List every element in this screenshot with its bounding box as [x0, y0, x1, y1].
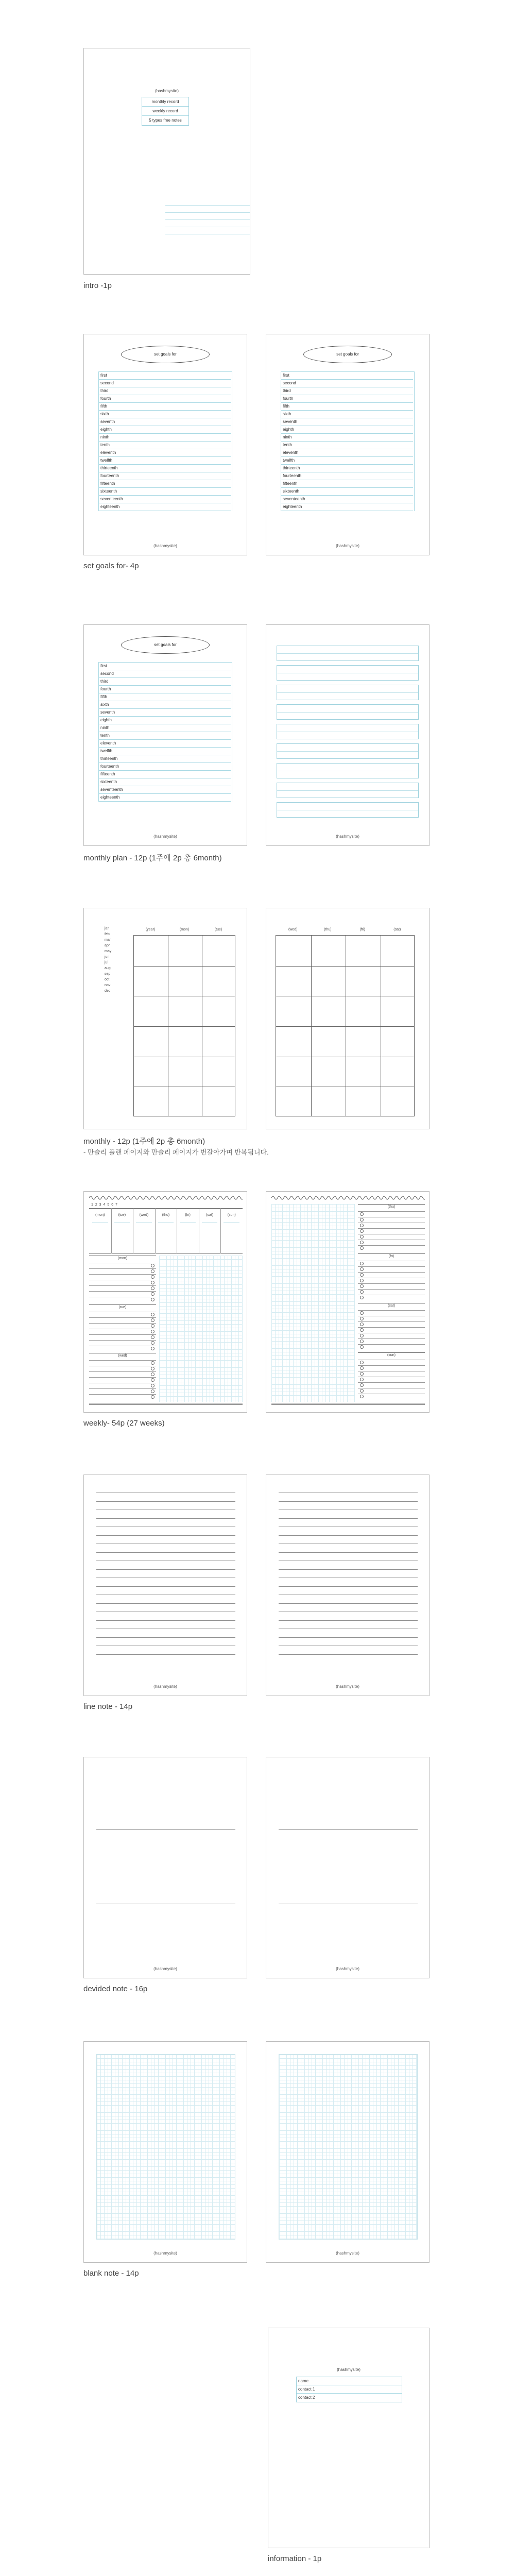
weekly-section-rule	[358, 1253, 425, 1254]
goal-row: eleventh	[99, 740, 231, 748]
weekly-section-label: (thu)	[387, 1205, 396, 1209]
checkbox-circle-icon	[151, 1341, 154, 1345]
goal-row: twelfth	[99, 748, 231, 755]
monthly-page-left	[83, 908, 247, 1129]
goal-row: twelfth	[99, 457, 231, 465]
checkbox-circle-icon	[151, 1298, 154, 1301]
checkbox-circle-icon	[360, 1296, 364, 1299]
checkbox-circle-icon	[360, 1224, 364, 1227]
weekly-section-rule	[89, 1304, 156, 1305]
blank-grid	[96, 2054, 235, 2240]
weekly-line	[358, 1310, 425, 1311]
note-line	[96, 1586, 235, 1587]
month-label: aug	[105, 967, 111, 970]
information-caption: information - 1p	[268, 2554, 322, 2563]
plan-block	[277, 704, 419, 720]
calendar-grid	[133, 935, 235, 1116]
goal-row: eighteenth	[99, 794, 231, 802]
note-line	[96, 1637, 235, 1638]
weekly-line	[89, 1371, 156, 1372]
weekly-line	[358, 1344, 425, 1345]
calendar-hline	[276, 1026, 414, 1027]
weekly-line	[358, 1283, 425, 1284]
plan-block	[277, 685, 419, 700]
weekly-line	[358, 1228, 425, 1229]
divider-line	[96, 1829, 235, 1830]
checkbox-circle-icon	[360, 1334, 364, 1337]
page-brand: (hashmysite)	[153, 2251, 177, 2256]
plan-line	[277, 790, 418, 791]
goal-row: tenth	[281, 442, 413, 449]
information-page	[268, 2328, 430, 2548]
weekly-line	[89, 1334, 156, 1335]
note-lines	[279, 1493, 418, 1663]
monthly-caption: monthly - 12p (1주에 2p 총 6month)	[83, 1137, 205, 1146]
page-brand: (hashmysite)	[336, 834, 359, 839]
weekly-page-right	[266, 1191, 430, 1413]
note-line	[96, 1501, 235, 1502]
goal-row: second	[281, 380, 413, 387]
checkbox-circle-icon	[151, 1378, 154, 1382]
goal-row: ninth	[281, 434, 413, 442]
weekly-section-label: (mon)	[117, 1257, 128, 1260]
weekly-line	[89, 1268, 156, 1269]
weekly-line	[89, 1377, 156, 1378]
weekly-day-header	[89, 1208, 243, 1255]
goal-row: seventeenth	[99, 496, 231, 503]
line-note-caption: line note - 14p	[83, 1702, 133, 1711]
goal-row: eighteenth	[99, 503, 231, 511]
note-line	[96, 1620, 235, 1621]
page-brand: (hashmysite)	[336, 2251, 359, 2256]
calendar-column-label: (thu)	[324, 928, 332, 931]
weekly-line	[89, 1360, 156, 1361]
calendar-column-label: (sat)	[393, 928, 401, 931]
month-label: sep	[105, 972, 111, 976]
goal-row: ninth	[99, 724, 231, 732]
weekly-line	[358, 1289, 425, 1290]
goal-row: tenth	[99, 732, 231, 740]
goal-row: eighth	[281, 426, 413, 434]
note-line	[96, 1518, 235, 1519]
weekly-grid	[159, 1256, 243, 1402]
weekly-line	[358, 1245, 425, 1246]
plan-block	[277, 665, 419, 681]
intro-brand: (hashmysite)	[155, 89, 179, 93]
checkbox-circle-icon	[151, 1330, 154, 1333]
calendar-column-label: (fri)	[359, 928, 365, 931]
divided-note-page-right	[266, 1757, 430, 1978]
monthly-calendar-left	[133, 928, 235, 1116]
line-note-page-right	[266, 1475, 430, 1696]
weekly-left-body	[89, 1256, 243, 1405]
monthly-note: - 만슬리 플랜 페이지와 만슬리 페이지가 번갈아가며 반복됩니다.	[83, 1148, 269, 1156]
month-label: jul	[105, 961, 109, 964]
weekly-line	[358, 1382, 425, 1383]
checkbox-circle-icon	[360, 1345, 364, 1349]
note-line	[279, 1569, 418, 1570]
weekly-day-label: (fri)	[185, 1213, 191, 1217]
blank-note-caption: blank note - 14p	[83, 2269, 139, 2278]
divided-note-caption: devided note - 16p	[83, 1985, 148, 1993]
calendar-hline	[276, 966, 414, 967]
weekly-line	[358, 1327, 425, 1328]
weekly-day-label: (sat)	[206, 1213, 214, 1217]
goal-row: eleventh	[281, 449, 413, 457]
goal-row: sixteenth	[281, 488, 413, 496]
goal-row: first	[281, 372, 413, 380]
weekly-day-label: (tue)	[118, 1213, 126, 1217]
calendar-column-label: (mon)	[179, 928, 190, 931]
calendar-grid	[276, 935, 415, 1116]
plan-line	[277, 653, 418, 654]
calendar-column-label: (wed)	[288, 928, 298, 931]
checkbox-circle-icon	[360, 1284, 364, 1288]
checkbox-circle-icon	[360, 1395, 364, 1398]
checkbox-circle-icon	[151, 1281, 154, 1284]
goal-row: fourteenth	[99, 472, 231, 480]
blank-note-page-right	[266, 2041, 430, 2263]
plan-block	[277, 724, 419, 739]
goal-row: third	[281, 387, 413, 395]
monthly-plan-page-right	[266, 624, 430, 846]
goal-row: sixth	[99, 701, 231, 709]
goals-caption: set goals for- 4p	[83, 562, 139, 570]
info-table	[296, 2377, 402, 2402]
checkbox-circle-icon	[360, 1262, 364, 1265]
page-brand: (hashmysite)	[153, 834, 177, 839]
checkbox-circle-icon	[360, 1361, 364, 1364]
plan-block	[277, 743, 419, 759]
intro-item: weekly record	[142, 107, 188, 116]
month-label: jun	[105, 955, 110, 959]
month-label: dec	[105, 989, 111, 993]
month-label: apr	[105, 944, 110, 947]
weekly-section-label: (sun)	[387, 1353, 396, 1357]
checkbox-circle-icon	[151, 1275, 154, 1279]
weekly-bottom-rule	[271, 1403, 425, 1405]
goal-row: fourteenth	[99, 763, 231, 771]
weekly-page-left	[83, 1191, 247, 1413]
monthly-calendar-right	[276, 928, 415, 1116]
goal-row: second	[99, 670, 231, 678]
goal-row: fourth	[281, 395, 413, 403]
checkbox-circle-icon	[151, 1389, 154, 1393]
goals-list	[281, 371, 415, 511]
note-line	[96, 1569, 235, 1570]
weekly-line	[358, 1272, 425, 1273]
checkbox-circle-icon	[360, 1323, 364, 1326]
note-line	[279, 1535, 418, 1536]
weekly-section-label: (wed)	[118, 1354, 127, 1358]
goal-row: third	[99, 678, 231, 686]
note-line	[96, 1535, 235, 1536]
checkbox-circle-icon	[360, 1383, 364, 1387]
note-line	[96, 1552, 235, 1553]
checkbox-circle-icon	[151, 1292, 154, 1296]
month-label: mar	[105, 938, 111, 942]
plan-block	[277, 763, 419, 778]
goal-row: thirteenth	[99, 755, 231, 763]
week-numbers: 1 2 3 4 5 6 7	[91, 1203, 118, 1207]
wave-decoration	[271, 1195, 425, 1201]
weekly-line	[89, 1291, 156, 1292]
checkbox-circle-icon	[151, 1286, 154, 1290]
weekly-day-divider	[111, 1208, 112, 1253]
checkbox-circle-icon	[151, 1372, 154, 1376]
goal-row: sixth	[281, 411, 413, 418]
goals-title	[121, 346, 210, 363]
weekly-line	[358, 1266, 425, 1267]
goal-row: fifth	[281, 403, 413, 411]
note-line	[279, 1637, 418, 1638]
info-row: name	[297, 2377, 402, 2385]
calendar-column-label: (tue)	[214, 928, 222, 931]
checkbox-circle-icon	[151, 1347, 154, 1350]
monthly-plan-caption: monthly plan - 12p (1주에 2p 총 6month)	[83, 854, 222, 862]
page-brand: (hashmysite)	[153, 1684, 177, 1689]
weekly-grid	[271, 1204, 355, 1402]
note-line	[279, 1654, 418, 1655]
checkbox-circle-icon	[360, 1218, 364, 1222]
checkbox-circle-icon	[360, 1378, 364, 1381]
plan-block	[277, 783, 419, 798]
calendar-hline	[134, 1026, 235, 1027]
goal-row: first	[99, 372, 231, 380]
checkbox-circle-icon	[360, 1317, 364, 1320]
goal-row: seventh	[281, 418, 413, 426]
divider-line	[279, 1829, 418, 1830]
goals-page-right	[266, 334, 430, 555]
weekly-line	[89, 1285, 156, 1286]
goal-row: third	[99, 387, 231, 395]
note-line	[279, 1518, 418, 1519]
weekly-line	[89, 1317, 156, 1318]
checkbox-circle-icon	[360, 1372, 364, 1376]
weekly-line	[358, 1365, 425, 1366]
weekly-caption: weekly- 54p (27 weeks)	[83, 1419, 165, 1428]
goal-row: ninth	[99, 434, 231, 442]
plan-line	[277, 712, 418, 713]
goal-row: sixth	[99, 411, 231, 418]
month-label: feb	[105, 933, 110, 936]
goal-row: fourth	[99, 686, 231, 693]
info-brand: (hashmysite)	[337, 2367, 360, 2372]
weekly-line	[89, 1274, 156, 1275]
weekly-section-label: (sat)	[388, 1304, 395, 1308]
weekly-section-rule	[358, 1352, 425, 1353]
checkbox-circle-icon	[360, 1212, 364, 1216]
goal-row: seventeenth	[281, 496, 413, 503]
goal-row: fourth	[99, 395, 231, 403]
checkbox-circle-icon	[360, 1366, 364, 1370]
goals-title-text: set goals for	[154, 352, 177, 357]
weekly-day-label: (mon)	[95, 1213, 105, 1217]
checkbox-circle-icon	[360, 1328, 364, 1332]
goal-row: twelfth	[281, 457, 413, 465]
goal-row: sixteenth	[99, 488, 231, 496]
line-note-page-left	[83, 1475, 247, 1696]
checkbox-circle-icon	[360, 1267, 364, 1271]
plan-line	[277, 751, 418, 752]
goal-row: seventh	[99, 418, 231, 426]
intro-item: 5 types free notes	[149, 118, 182, 123]
checkbox-circle-icon	[151, 1361, 154, 1365]
blank-grid	[279, 2054, 418, 2240]
divided-note-page-left	[83, 1757, 247, 1978]
weekly-line	[358, 1211, 425, 1212]
info-row: contact 2	[298, 2395, 315, 2400]
goal-row: seventh	[99, 709, 231, 717]
goal-row: thirteenth	[99, 465, 231, 472]
weekly-line	[89, 1388, 156, 1389]
page-brand: (hashmysite)	[336, 1684, 359, 1689]
checkbox-circle-icon	[360, 1241, 364, 1244]
goal-row: tenth	[99, 442, 231, 449]
page-brand: (hashmysite)	[336, 544, 359, 548]
note-line	[96, 1603, 235, 1604]
weekly-section-label: (fri)	[388, 1255, 394, 1258]
weekly-bottom-rule	[89, 1403, 243, 1405]
wave-decoration	[89, 1195, 243, 1201]
weekly-day-label: (thu)	[162, 1213, 170, 1217]
checkbox-circle-icon	[360, 1290, 364, 1294]
blank-note-page-left	[83, 2041, 247, 2263]
weekly-line	[89, 1323, 156, 1324]
weekly-section-label: (tue)	[118, 1305, 127, 1309]
checkbox-circle-icon	[151, 1335, 154, 1339]
weekly-line	[358, 1321, 425, 1322]
note-line	[279, 1603, 418, 1604]
page-brand: (hashmysite)	[336, 1967, 359, 1971]
plan-block	[277, 646, 419, 661]
goal-row: second	[99, 380, 231, 387]
checkbox-circle-icon	[151, 1313, 154, 1316]
note-line	[279, 1586, 418, 1587]
info-row: contact 1	[297, 2385, 402, 2394]
goal-row: eleventh	[99, 449, 231, 457]
note-line	[279, 1620, 418, 1621]
goal-row: eighth	[99, 717, 231, 724]
goal-row: fifteenth	[281, 480, 413, 488]
checkbox-circle-icon	[360, 1340, 364, 1343]
goals-list	[98, 662, 232, 802]
goal-row: fifteenth	[99, 771, 231, 778]
note-line	[96, 1654, 235, 1655]
intro-page	[83, 48, 250, 275]
goals-page-left	[83, 334, 247, 555]
note-line	[279, 1552, 418, 1553]
intro-item: monthly record	[142, 97, 188, 107]
checkbox-circle-icon	[360, 1311, 364, 1315]
goals-title-text: set goals for	[154, 642, 177, 647]
goal-row: seventeenth	[99, 786, 231, 794]
checkbox-circle-icon	[151, 1324, 154, 1328]
goals-list	[98, 371, 232, 511]
goal-row: fifth	[99, 403, 231, 411]
note-lines	[96, 1493, 235, 1663]
calendar-vline	[311, 936, 312, 1116]
weekly-day-label: (wed)	[139, 1213, 149, 1217]
goals-title	[121, 636, 210, 654]
goal-row: eighth	[99, 426, 231, 434]
weekly-section-rule	[358, 1204, 425, 1205]
goal-row: first	[99, 663, 231, 670]
note-line	[279, 1501, 418, 1502]
goal-row: sixteenth	[99, 778, 231, 786]
plan-blocks	[277, 646, 419, 823]
monthly-plan-page-left	[83, 624, 247, 846]
goal-row: eighteenth	[281, 503, 413, 511]
checkbox-circle-icon	[151, 1384, 154, 1387]
checkbox-circle-icon	[151, 1264, 154, 1267]
weekly-day-divider	[220, 1208, 221, 1253]
goal-row: thirteenth	[281, 465, 413, 472]
goals-title	[303, 346, 392, 363]
goal-row: fifteenth	[99, 480, 231, 488]
monthly-page-right	[266, 908, 430, 1129]
calendar-column-label: (year)	[145, 928, 156, 931]
month-label: oct	[105, 978, 110, 981]
calendar-hline	[134, 966, 235, 967]
checkbox-circle-icon	[151, 1367, 154, 1370]
goal-row: fifth	[99, 693, 231, 701]
checkbox-circle-icon	[151, 1269, 154, 1273]
checkbox-circle-icon	[360, 1229, 364, 1233]
page-brand: (hashmysite)	[153, 1967, 177, 1971]
weekly-day-label: (sun)	[227, 1213, 236, 1217]
checkbox-circle-icon	[360, 1389, 364, 1393]
weekly-right-body	[271, 1204, 425, 1405]
checkbox-circle-icon	[151, 1318, 154, 1322]
plan-line	[277, 692, 418, 693]
checkbox-circle-icon	[360, 1235, 364, 1239]
page-brand: (hashmysite)	[153, 544, 177, 548]
weekly-day-divider	[155, 1208, 156, 1253]
checkbox-circle-icon	[151, 1395, 154, 1399]
weekly-line	[89, 1394, 156, 1395]
checkbox-circle-icon	[360, 1279, 364, 1282]
plan-block	[277, 802, 419, 818]
month-label: may	[105, 950, 112, 953]
checkbox-circle-icon	[360, 1273, 364, 1277]
checkbox-circle-icon	[360, 1246, 364, 1250]
weekly-line	[358, 1338, 425, 1339]
month-label: jan	[105, 927, 110, 930]
weekly-line	[89, 1340, 156, 1341]
intro-items	[142, 97, 189, 126]
month-label: nov	[105, 984, 111, 987]
goal-row: fourteenth	[281, 472, 413, 480]
intro-caption: intro -1p	[83, 281, 112, 290]
goals-title-text: set goals for	[336, 352, 359, 357]
